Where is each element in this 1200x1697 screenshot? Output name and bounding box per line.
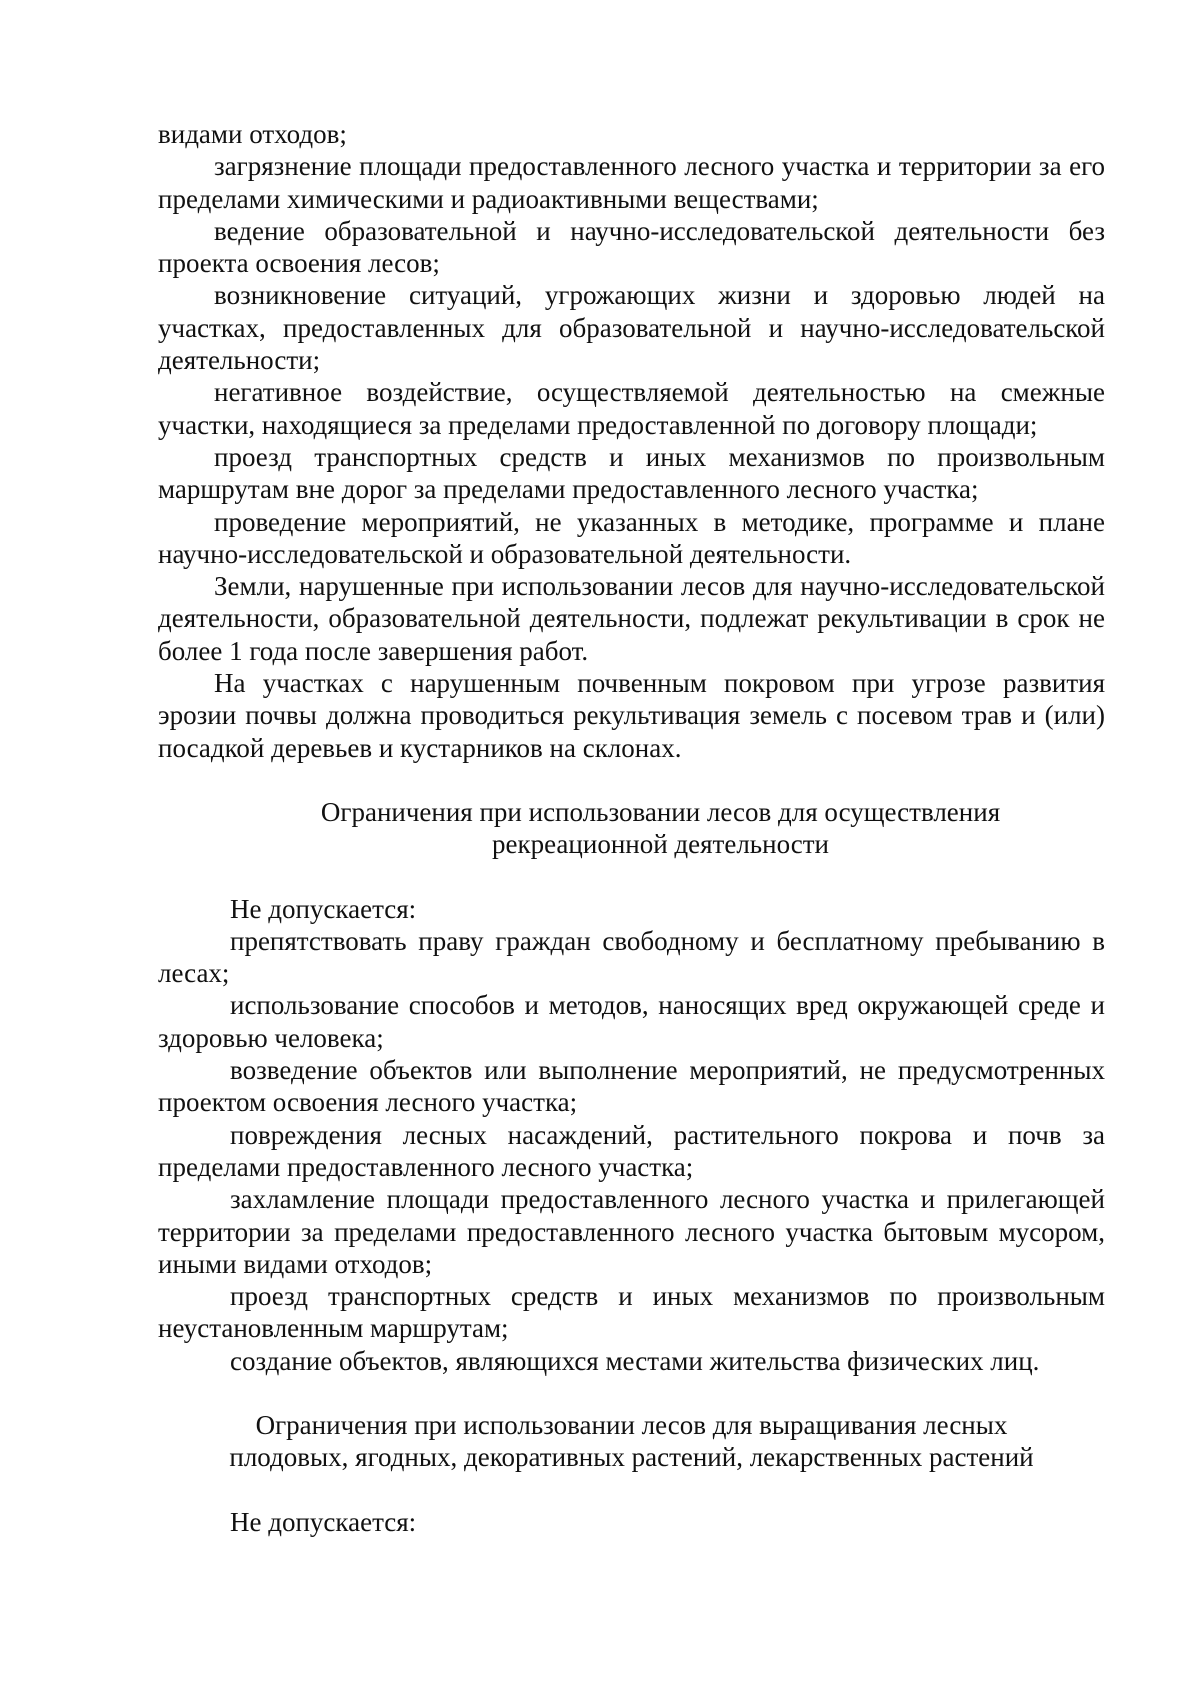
- paragraph: проведение мероприятий, не указанных в методике, программе и плане научно-исследовательской и образовательной деятельности.: [158, 506, 1105, 569]
- paragraph: создание объектов, являющихся местами жительства физических лиц.: [230, 1345, 1040, 1376]
- paragraph: возникновение ситуаций, угрожающих жизни и здоровью людей на участках, предоставленных для образовательной и научно-исследовательской деятельности;: [158, 280, 1105, 376]
- paragraph: Не допускается:: [230, 893, 417, 924]
- paragraph: захламление площади предоставленного лесного участка и прилегающей территории за пределами предоставленного лесного участка бытовым мусором, иными видами отходов;: [158, 1184, 1105, 1279]
- section-heading-line: рекреационной деятельности: [492, 829, 829, 860]
- section-heading-plants: [158, 1409, 1105, 1474]
- paragraph: негативное воздействие, осуществляемой деятельностью на смежные участки, находящиеся за пределами предоставленной по договору площади;: [158, 377, 1105, 440]
- paragraph-continuation: видами отходов;: [158, 119, 347, 149]
- section-heading-line: Ограничения при использовании лесов для выращивания лесных: [255, 1409, 1008, 1440]
- paragraph: препятствовать праву граждан свободному и бесплатному пребыванию в лесах;: [158, 925, 1105, 989]
- paragraph: использование способов и методов, наносящих вред окружающей среде и здоровью человека;: [158, 990, 1105, 1053]
- paragraph: повреждения лесных насаждений, растительного покрова и почв за пределами предоставленного лесного участка;: [158, 1119, 1105, 1182]
- paragraph: ведение образовательной и научно-исследовательской деятельности без проекта освоения лесов;: [158, 215, 1105, 279]
- paragraph: проезд транспортных средств и иных механизмов по произвольным маршрутам вне дорог за пределами предоставленного лесного участка;: [158, 441, 1105, 505]
- section-heading-line: Ограничения при использовании лесов для осуществления: [320, 796, 1001, 827]
- paragraph: возведение объектов или выполнение мероприятий, не предусмотренных проектом освоения лесного участка;: [158, 1055, 1105, 1118]
- paragraph: загрязнение площади предоставленного лесного участка и территории за его пределами химическими и радиоактивными веществами;: [158, 151, 1105, 214]
- document-body: [158, 118, 1105, 1538]
- paragraph: Не допускается:: [230, 1506, 417, 1537]
- section-heading-recreation: [158, 796, 1105, 861]
- paragraph: Земли, нарушенные при использовании лесов для научно-исследовательской деятельности, образовательной деятельности, подлежат рекультивации в срок не более 1 года после завершения работ.: [158, 571, 1105, 666]
- paragraph: проезд транспортных средств и иных механизмов по произвольным неустановленным маршрутам;: [158, 1281, 1105, 1344]
- section-heading-line: плодовых, ягодных, декоративных растений, лекарственных растений: [229, 1442, 1034, 1473]
- paragraph: На участках с нарушенным почвенным покровом при угрозе развития эрозии почвы должна проводиться рекультивация земель с посевом трав и (или) посадкой деревьев и кустарников на склонах.: [158, 668, 1105, 763]
